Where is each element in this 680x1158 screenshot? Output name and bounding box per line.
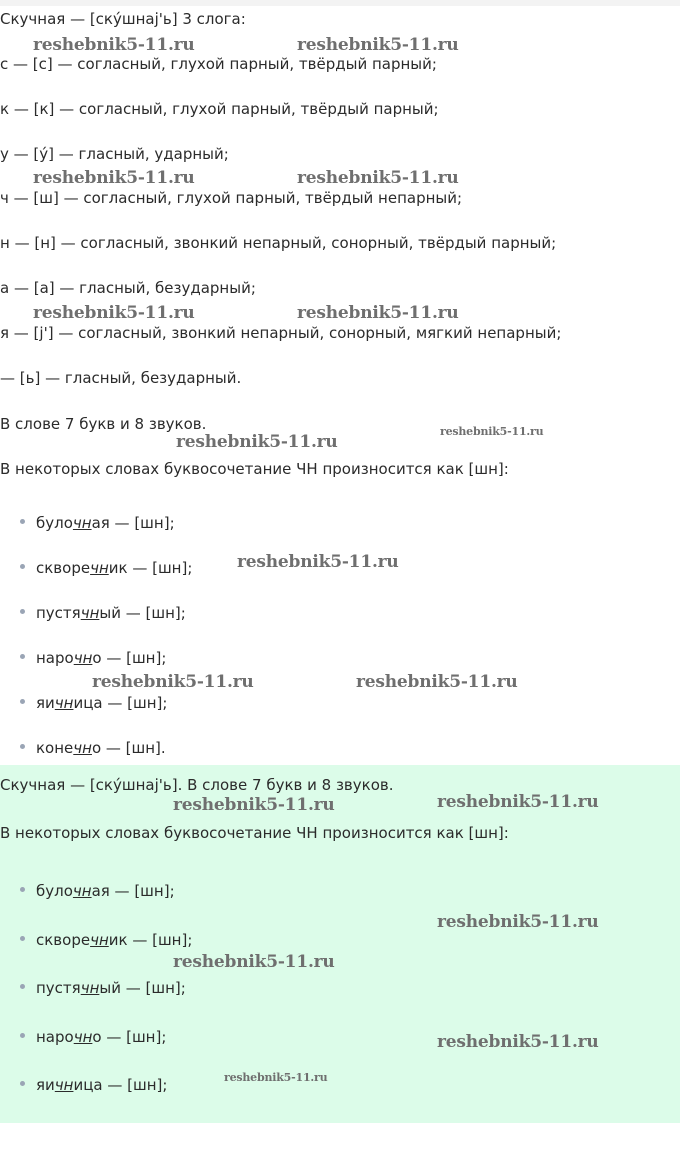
watermark: reshebnik5-11.ru: [224, 1071, 328, 1084]
watermark: reshebnik5-11.ru: [437, 1032, 599, 1052]
list-item: нарочно — [шн];: [20, 1027, 166, 1047]
list-item: скворечник — [шн];: [20, 930, 192, 950]
list-item: нарочно — [шн];: [20, 648, 166, 668]
watermark: reshebnik5-11.ru: [92, 672, 254, 692]
phonetic-line: у — [у́] — гласный, ударный;: [0, 145, 229, 163]
word-title: Скучная — [ску́шнај'ь] 3 слога:: [0, 10, 246, 28]
watermark: reshebnik5-11.ru: [440, 425, 544, 438]
bullet-icon: [20, 654, 25, 659]
watermark: reshebnik5-11.ru: [173, 795, 335, 815]
phonetic-line: я — [j'] — согласный, звонкий непарный, сонорный, мягкий непарный;: [0, 324, 562, 342]
letter-sound-count: В слове 7 букв и 8 звуков.: [0, 415, 207, 433]
bullet-icon: [20, 1081, 25, 1086]
watermark: reshebnik5-11.ru: [437, 912, 599, 932]
list-item: яичница — [шн];: [20, 1075, 167, 1095]
list-item: конечно — [шн].: [20, 738, 166, 758]
phonetic-line: а — [а] — гласный, безударный;: [0, 279, 256, 297]
list-item: булочная — [шн];: [20, 513, 175, 533]
top-divider: [0, 0, 680, 6]
bullet-icon: [20, 564, 25, 569]
bullet-icon: [20, 744, 25, 749]
bullet-icon: [20, 984, 25, 989]
list-item: пустячный — [шн];: [20, 978, 186, 998]
phonetic-line: с — [с] — согласный, глухой парный, твёрдый парный;: [0, 55, 437, 73]
watermark: reshebnik5-11.ru: [33, 35, 195, 55]
bullet-icon: [20, 1033, 25, 1038]
chn-note: В некоторых словах буквосочетание ЧН произносится как [шн]:: [0, 824, 509, 842]
watermark: reshebnik5-11.ru: [437, 792, 599, 812]
watermark: reshebnik5-11.ru: [297, 168, 459, 188]
bullet-icon: [20, 936, 25, 941]
list-item: яичница — [шн];: [20, 693, 167, 713]
watermark: reshebnik5-11.ru: [297, 35, 459, 55]
bullet-icon: [20, 699, 25, 704]
watermark: reshebnik5-11.ru: [356, 672, 518, 692]
list-item: скворечник — [шн];: [20, 558, 192, 578]
list-item: пустячный — [шн];: [20, 603, 186, 623]
bullet-icon: [20, 519, 25, 524]
watermark: reshebnik5-11.ru: [173, 952, 335, 972]
watermark: reshebnik5-11.ru: [33, 303, 195, 323]
watermark: reshebnik5-11.ru: [176, 432, 338, 452]
phonetic-line: ч — [ш] — согласный, глухой парный, твёрдый непарный;: [0, 189, 463, 207]
chn-note: В некоторых словах буквосочетание ЧН произносится как [шн]:: [0, 460, 509, 478]
watermark: reshebnik5-11.ru: [237, 552, 399, 572]
bullet-icon: [20, 887, 25, 892]
answer-summary: Скучная — [ску́шнај'ь]. В слове 7 букв и 8 звуков.: [0, 776, 394, 794]
phonetic-line: к — [к] — согласный, глухой парный, твёрдый парный;: [0, 100, 439, 118]
watermark: reshebnik5-11.ru: [33, 168, 195, 188]
phonetic-line: н — [н] — согласный, звонкий непарный, сонорный, твёрдый парный;: [0, 234, 557, 252]
list-item: булочная — [шн];: [20, 881, 175, 901]
phonetic-line: — [ь] — гласный, безударный.: [0, 369, 242, 387]
bullet-icon: [20, 609, 25, 614]
watermark: reshebnik5-11.ru: [297, 303, 459, 323]
